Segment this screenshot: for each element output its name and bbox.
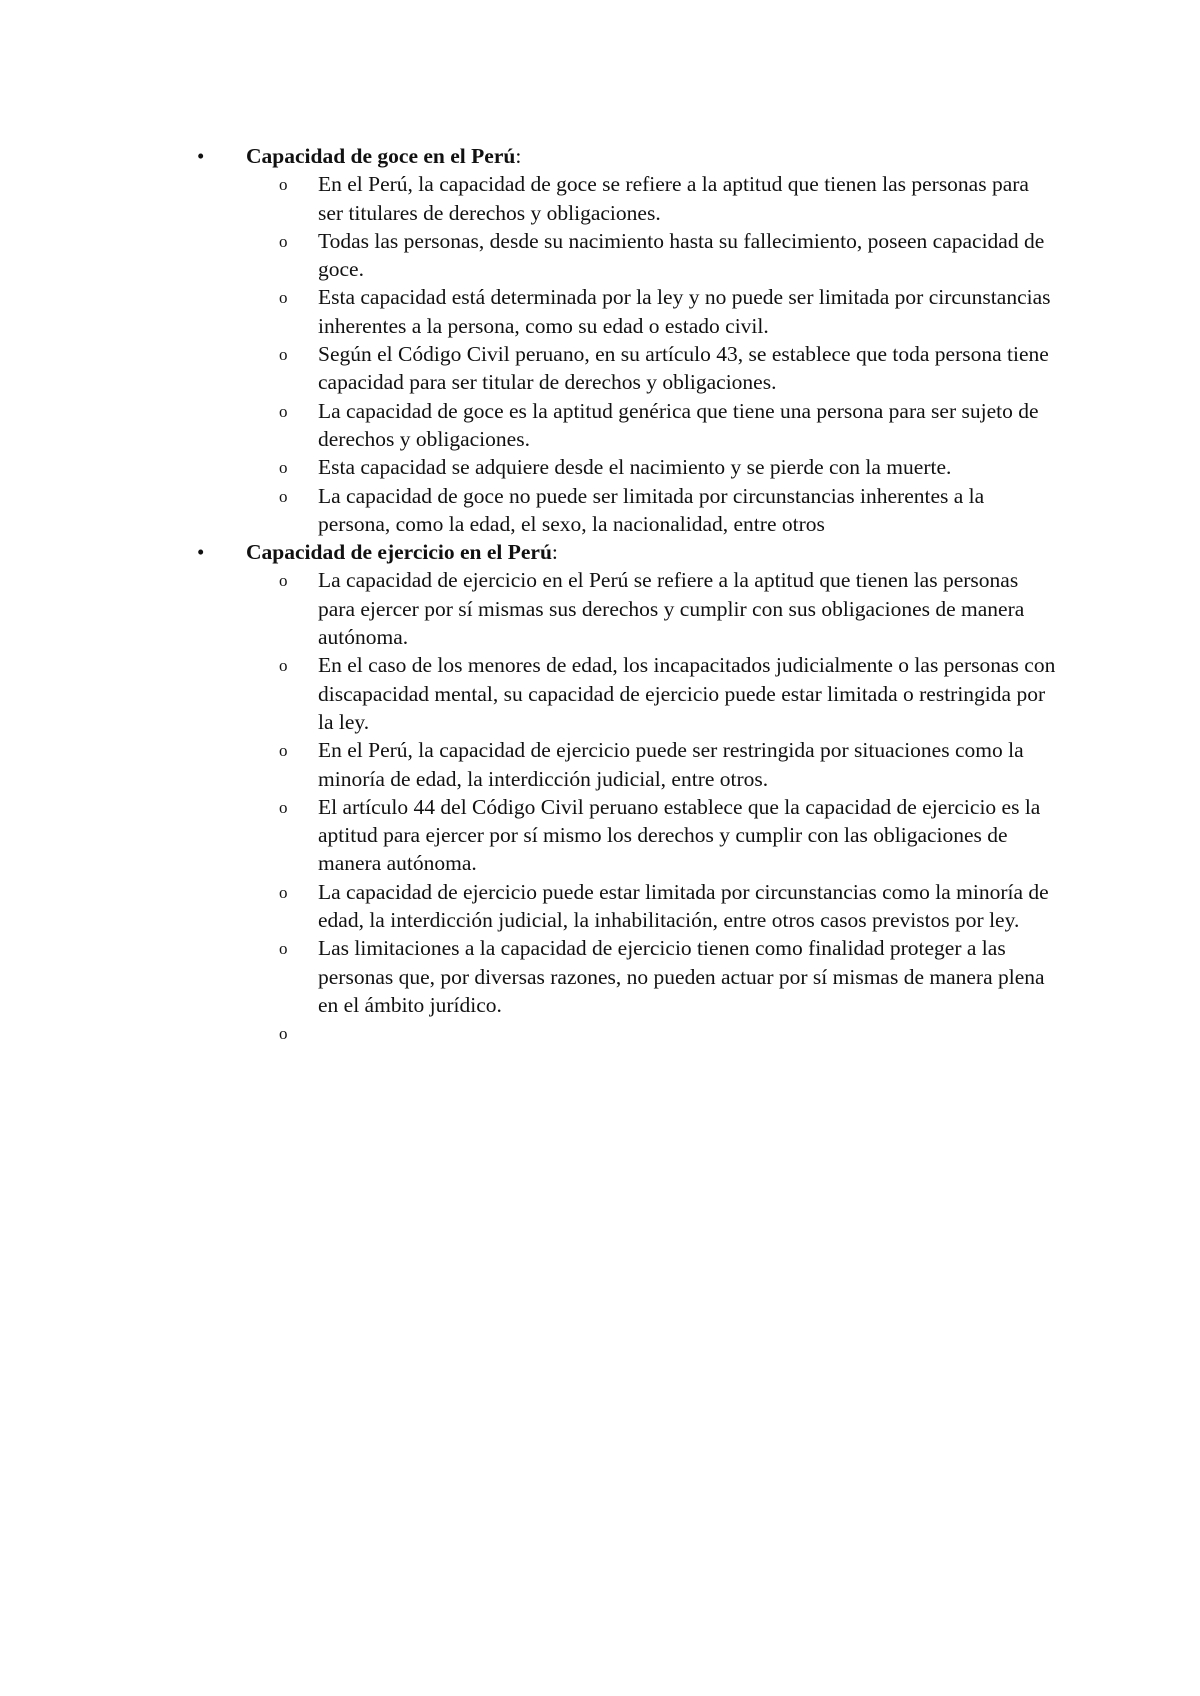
heading-text: Capacidad de ejercicio en el Perú bbox=[246, 540, 552, 565]
list-item bbox=[246, 170, 1057, 227]
heading-text: Capacidad de goce en el Perú bbox=[246, 144, 516, 168]
list-item bbox=[246, 934, 1057, 1019]
sub-list bbox=[246, 566, 1057, 1047]
sub-bullet-icon: o bbox=[279, 571, 288, 591]
list-item-text: El artículo 44 del Código Civil peruano establece que la capacidad de ejercicio es la aptitud para ejercer por sí mismo los derechos y cumplir con las obligaciones de manera autónoma. bbox=[318, 794, 1041, 876]
sub-bullet-icon: o bbox=[279, 741, 288, 761]
list-item-text: Esta capacidad está determinada por la ley y no puede ser limitada por circunstancias inherentes a la persona, como su edad o estado civil. bbox=[318, 285, 1051, 338]
sub-bullet-icon: o bbox=[279, 882, 288, 902]
list-item-text: Esta capacidad se adquiere desde el nacimiento y se pierde con la muerte. bbox=[318, 455, 952, 480]
list-item-empty bbox=[246, 1019, 1057, 1047]
sub-list bbox=[246, 170, 1057, 538]
list-item bbox=[246, 482, 1057, 539]
list-item-text: Todas las personas, desde su nacimiento hasta su fallecimiento, poseen capacidad de goce. bbox=[318, 228, 1045, 282]
sub-bullet-icon: o bbox=[279, 288, 288, 308]
list-item bbox=[246, 340, 1057, 397]
list-item-text: La capacidad de goce es la aptitud genérica que tiene una persona para ser sujeto de derechos y obligaciones. bbox=[318, 398, 1039, 451]
list-item bbox=[246, 397, 1057, 454]
list-item bbox=[246, 793, 1057, 878]
sub-bullet-icon: o bbox=[279, 458, 288, 478]
section-heading bbox=[246, 142, 1057, 170]
list-item bbox=[246, 453, 1057, 481]
list-item bbox=[246, 651, 1057, 736]
list-item-text: Según el Código Civil peruano, en su artículo 43, se establece que toda persona tiene capacidad para ser titular de derechos y obligaciones. bbox=[318, 342, 1049, 395]
sub-bullet-icon: o bbox=[279, 345, 288, 365]
heading-colon: : bbox=[515, 144, 522, 168]
section-heading bbox=[246, 538, 1057, 566]
sub-bullet-icon: o bbox=[279, 1024, 288, 1044]
sub-bullet-icon: o bbox=[279, 401, 288, 421]
list-item bbox=[246, 227, 1057, 284]
list-item bbox=[246, 566, 1057, 651]
list-item-text: La capacidad de ejercicio en el Perú se refiere a la aptitud que tienen las personas para ejercer por sí mismas sus derechos y cumplir con sus obligaciones de manera autónoma. bbox=[318, 568, 1025, 650]
list-item bbox=[246, 283, 1057, 340]
list-item-text bbox=[318, 1019, 1057, 1047]
list-item bbox=[246, 736, 1057, 793]
sub-bullet-icon: o bbox=[279, 939, 288, 959]
sub-bullet-icon: o bbox=[279, 486, 288, 506]
list-item-text: La capacidad de goce no puede ser limitada por circunstancias inherentes a la persona, como la edad, el sexo, la nacionalidad, entre otros bbox=[318, 483, 985, 536]
sub-bullet-icon: o bbox=[279, 231, 288, 251]
list-item-text: En el caso de los menores de edad, los incapacitados judicialmente o las personas con discapacidad mental, su capacidad de ejercicio puede estar limitada o restringida por la ley. bbox=[318, 653, 1056, 734]
bullet-icon: • bbox=[197, 144, 205, 168]
document-body bbox=[197, 142, 1057, 1048]
sub-bullet-icon: o bbox=[279, 797, 288, 817]
sub-bullet-icon: o bbox=[279, 175, 288, 195]
sub-bullet-icon: o bbox=[279, 656, 288, 676]
section-capacidad-de-goce bbox=[197, 142, 1057, 538]
section-capacidad-de-ejercicio bbox=[197, 538, 1057, 1047]
list-item-text: En el Perú, la capacidad de goce se refiere a la aptitud que tienen las personas para ser titulares de derechos y obligaciones. bbox=[318, 172, 1029, 225]
list-item-text: Las limitaciones a la capacidad de ejercicio tienen como finalidad proteger a las personas que, por diversas razones, no pueden actuar por sí mismas de manera plena en el ámbito jurídico. bbox=[318, 936, 1045, 1017]
list-item-text: En el Perú, la capacidad de ejercicio puede ser restringida por situaciones como la minoría de edad, la interdicción judicial, entre otros. bbox=[318, 738, 1024, 791]
list-item bbox=[246, 878, 1057, 935]
heading-colon: : bbox=[551, 540, 558, 565]
bullet-icon: • bbox=[197, 540, 205, 565]
list-item-text: La capacidad de ejercicio puede estar limitada por circunstancias como la minoría de edad, la interdicción judicial, la inhabilitación, entre otros casos previstos por ley. bbox=[318, 879, 1049, 933]
